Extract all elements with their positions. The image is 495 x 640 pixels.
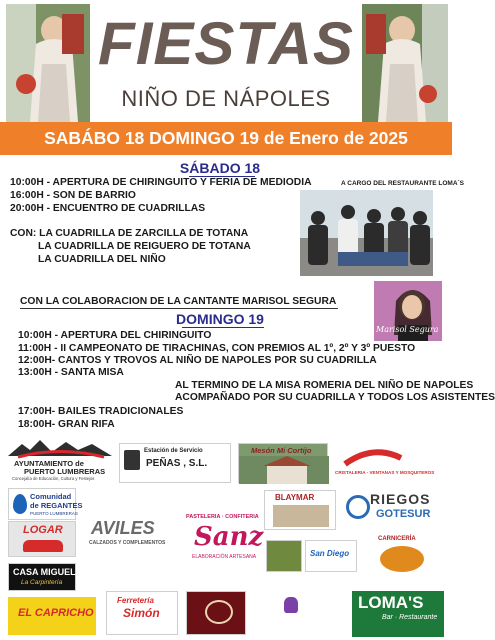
collaboration-underline	[20, 308, 338, 309]
saturday-heading: SÁBADO 18	[179, 160, 261, 176]
sponsor-penas-line2: PEÑAS , S.L.	[146, 458, 208, 469]
sponsor-blaymar	[264, 490, 336, 530]
sponsor-casa-miguel-name: CASA MIGUEL	[13, 567, 76, 577]
sponsor-comunidad-line2: de REGANTES	[30, 501, 83, 510]
sponsor-simon	[106, 591, 178, 635]
sponsor-riegos-line2: GOTESUR	[376, 508, 431, 520]
saturday-event-2: 16:00H - SON DE BARRIO	[10, 190, 136, 201]
sunday-event-1: 10:00H - APERTURA DEL CHIRINGUITO	[18, 330, 212, 341]
sponsor-lomas	[352, 591, 444, 637]
romeria-line-2: ACOMPAÑADO POR SU CUADRILLA Y TODOS LOS ASISTENTES	[175, 392, 495, 403]
sponsor-penas	[119, 443, 231, 483]
sunday-event-3: 12:00H- CANTOS Y TROVOS AL NIÑO DE NAPOLES POR SU CUADRILLA	[18, 355, 377, 366]
romeria-line-1: AL TERMINO DE LA MISA ROMERIA DEL NIÑO DE NAPOLES	[175, 380, 474, 391]
sponsor-aviles-name: AVILES	[91, 518, 155, 538]
sponsor-penas-line1: Estación de Servicio	[144, 448, 203, 454]
cristaleria-logo-icon	[343, 448, 403, 466]
saturday-with-line-2: LA CUADRILLA DE REIGUERO DE TOTANA	[38, 241, 251, 252]
saturday-event-3: 20:00H - ENCUENTRO DE CUADRILLAS	[10, 203, 206, 214]
building-icon	[239, 456, 329, 484]
sponsor-logar	[8, 521, 76, 557]
saturday-with-line-3: LA CUADRILLA DEL NIÑO	[38, 254, 166, 265]
sponsor-logar-name: LOGAR	[23, 524, 63, 536]
car-icon	[23, 540, 63, 552]
sponsor-aviles	[83, 516, 173, 554]
saint-figure-icon	[362, 4, 448, 122]
saturday-event-1: 10:00H - APERTURA DE CHIRINGUITO Y FERIA DE MEDIODIA	[10, 177, 312, 188]
sponsor-dark-logo	[186, 591, 246, 635]
sponsor-riegos	[342, 491, 446, 531]
town-skyline-icon	[8, 438, 112, 458]
sponsor-ayuntamiento-line2: PUERTO LUMBRERAS	[24, 467, 106, 476]
sponsor-sanz-line3: ELABORACIÓN ARTESANA	[192, 554, 257, 560]
sponsor-lomas-tagline: Bar · Restaurante	[382, 614, 438, 621]
sunday-late-event-2: 18:00H- GRAN RIFA	[18, 419, 115, 430]
sponsor-comunidad-line1: Comunidad	[30, 492, 72, 501]
sponsor-lomas-name: LOMA'S	[358, 593, 424, 612]
fuel-pump-icon	[124, 450, 140, 470]
sprinkler-icon	[346, 495, 370, 519]
sponsor-dental	[278, 591, 342, 635]
sponsor-sandiego-name: San Diego	[310, 549, 350, 558]
sponsor-comunidad	[8, 488, 83, 520]
sunday-event-2: 11:00H - II CAMPEONATO DE TIRACHINAS, CON PREMIOS AL 1º, 2º Y 3º PUESTO	[18, 343, 416, 354]
carniceria-logo-icon	[380, 546, 424, 572]
sponsor-cristaleria	[335, 446, 445, 484]
sponsor-ayuntamiento	[8, 438, 112, 482]
sponsor-casa-miguel-tagline: La Carpintería	[21, 579, 63, 586]
tooth-icon	[284, 597, 298, 613]
sponsor-ayuntamiento-line3: Concejalía de Educación, Cultura y Festejos	[12, 476, 95, 481]
saturday-with-line-1: CON: LA CUADRILLA DE ZARCILLA DE TOTANA	[10, 228, 249, 239]
singer-photo	[374, 281, 442, 341]
saint-figure-icon	[6, 4, 90, 122]
page-subtitle: NIÑO DE NÁPOLES	[121, 86, 331, 111]
bull-head-icon	[205, 600, 233, 624]
date-band-text: SABÁBO 18 DOMINGO 19 de Enero de 2025	[44, 128, 408, 148]
page-title: FIESTAS	[98, 10, 354, 77]
sponsor-carniceria-name: CARNICERÍA	[378, 536, 416, 542]
sunday-underline	[182, 327, 264, 328]
sponsor-pink-photo	[266, 540, 302, 572]
collaboration-line: CON LA COLABORACION DE LA CANTANTE MARISOL SEGURA	[20, 296, 337, 307]
sponsor-capricho-name: EL CAPRICHO	[18, 607, 94, 619]
sunday-event-4: 13:00H - SANTA MISA	[18, 367, 124, 378]
sponsor-meson	[238, 443, 328, 483]
sponsor-sandiego	[305, 540, 357, 572]
cuadrilla-photo	[300, 190, 433, 276]
sponsor-riegos-line1: RIEGOS	[370, 491, 431, 507]
sponsor-casa-miguel	[8, 563, 76, 591]
sponsor-cristaleria-text: CRISTALERIA - VENTANAS Y MOSQUITEROS	[335, 470, 435, 475]
sponsor-comunidad-line3: PUERTO LUMBRERAS	[30, 511, 78, 516]
sponsor-meson-name: Mesón Mi Cortijo	[251, 446, 312, 455]
sponsor-carniceria	[362, 536, 444, 580]
photo-caption: Marisol Segura	[376, 325, 439, 334]
header-photo-left	[6, 4, 90, 122]
saturday-event-note: A CARGO DEL RESTAURANTE LOMA´S	[341, 180, 465, 187]
sponsor-capricho	[8, 597, 96, 635]
house-icon	[273, 505, 329, 527]
sponsor-blaymar-name: BLAYMAR	[275, 493, 315, 502]
header-photo-right	[362, 4, 448, 122]
drop-icon	[13, 494, 27, 514]
sponsor-sanz-line1: PASTELERIA · CONFITERIA	[186, 514, 259, 520]
sunday-late-event-1: 17:00H- BAILES TRADICIONALES	[18, 406, 184, 417]
sponsor-ayuntamiento-line1: AYUNTAMIENTO de	[14, 459, 84, 468]
sponsor-aviles-tagline: CALZADOS Y COMPLEMENTOS	[89, 540, 166, 546]
sponsor-sanz	[180, 512, 264, 570]
sunday-heading: DOMINGO 19	[176, 311, 264, 327]
sponsor-simon-line1: Ferretería	[117, 596, 154, 605]
sponsor-simon-line2: Simón	[123, 606, 160, 620]
sponsor-sanz-line2: Sanz	[194, 522, 264, 552]
